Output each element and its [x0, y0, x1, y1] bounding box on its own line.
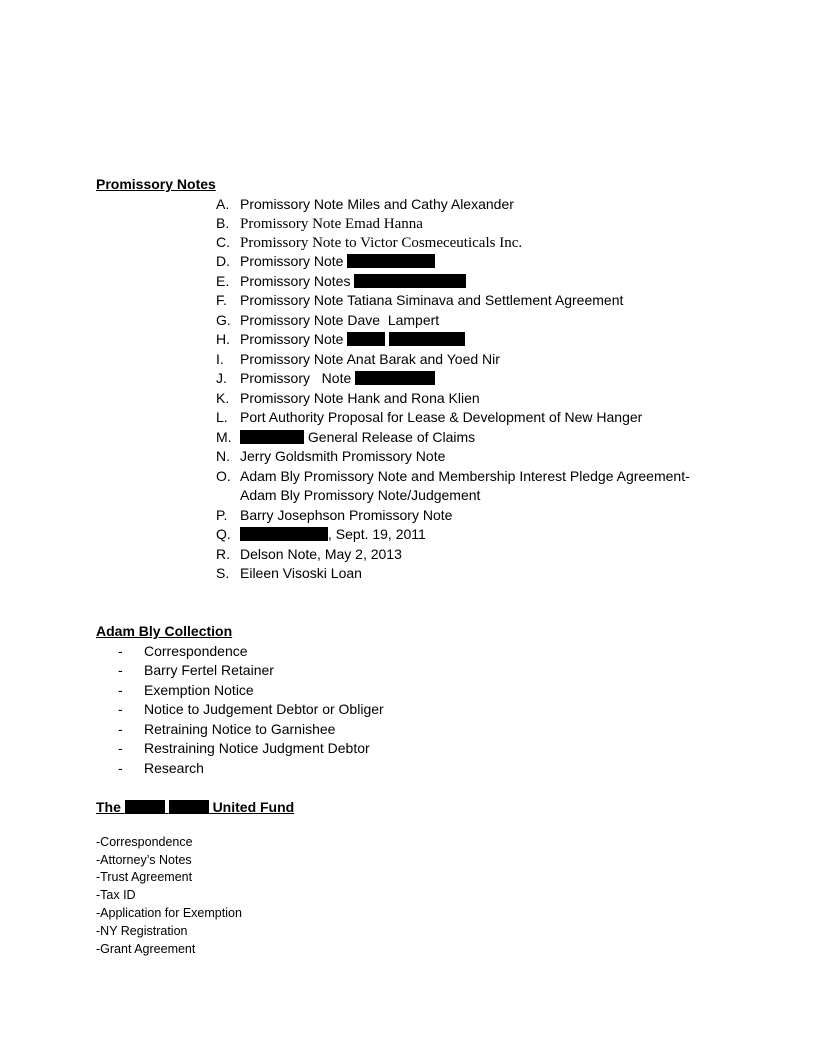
list-marker: G. — [216, 312, 231, 328]
list-marker: M. — [216, 429, 232, 445]
list-marker: O. — [216, 468, 231, 484]
redaction-box — [355, 371, 435, 385]
list-marker: L. — [216, 409, 228, 425]
list-item-text: Adam Bly Promissory Note and Membership Interest Pledge Agreement- — [240, 468, 690, 484]
list-item — [216, 545, 402, 563]
list-item-text: Promissory Note Hank and Rona Klien — [240, 390, 480, 406]
heading-suffix: United Fund — [212, 799, 295, 815]
list-item — [216, 350, 500, 368]
list-item — [118, 700, 384, 718]
list-item-text: Retraining Notice to Garnishee — [144, 721, 336, 737]
redaction-box — [240, 527, 328, 541]
redaction-box — [169, 800, 209, 814]
list-marker: J. — [216, 370, 227, 386]
list-item: -Attorney’s Notes — [96, 853, 192, 867]
list-marker: K. — [216, 390, 230, 406]
list-item — [216, 525, 426, 543]
dash-marker: - — [118, 662, 123, 678]
list-marker: B. — [216, 215, 230, 231]
list-item-text: Promissory Note — [240, 253, 344, 269]
list-item-text: Eileen Visoski Loan — [240, 565, 362, 581]
list-item — [216, 252, 435, 270]
list-item — [118, 739, 370, 757]
list-item — [216, 214, 423, 233]
list-item-text: General Release of Claims — [307, 429, 476, 445]
list-item-text: Promissory Note — [240, 370, 352, 386]
list-item-text: Barry Josephson Promissory Note — [240, 507, 453, 523]
list-item-text: , Sept. 19, 2011 — [328, 526, 426, 542]
list-item-text: Jerry Goldsmith Promissory Note — [240, 448, 446, 464]
list-item-text: Notice to Judgement Debtor or Obliger — [144, 701, 384, 717]
list-marker: F. — [216, 292, 227, 308]
list-item-text: Promissory Note Anat Barak and Yoed Nir — [240, 351, 500, 367]
list-item-text: Port Authority Proposal for Lease & Development of New Hanger — [240, 409, 643, 425]
list-item-text: Promissory Note Miles and Cathy Alexander — [240, 196, 514, 212]
list-marker: H. — [216, 331, 230, 347]
list-item — [216, 233, 522, 252]
redaction-box — [240, 430, 304, 444]
list-item — [118, 759, 204, 777]
dash-marker: - — [118, 721, 123, 737]
list-item — [216, 389, 480, 407]
list-marker: N. — [216, 448, 230, 464]
list-item — [118, 681, 254, 699]
list-item-continuation — [240, 486, 480, 504]
list-item: -Application for Exemption — [96, 906, 242, 920]
list-item — [216, 408, 642, 426]
list-item: -Tax ID — [96, 888, 136, 902]
list-item-text: Correspondence — [144, 643, 248, 659]
list-item: -Trust Agreement — [96, 870, 193, 884]
dash-marker: - — [118, 682, 123, 698]
list-marker: D. — [216, 253, 230, 269]
list-item — [216, 272, 466, 290]
list-item-text: Barry Fertel Retainer — [144, 662, 274, 678]
list-item-text: Restraining Notice Judgment Debtor — [144, 740, 370, 756]
list-item — [216, 447, 445, 465]
list-item-text: Adam Bly Promissory Note/Judgement — [240, 487, 481, 503]
list-item-text: Research — [144, 760, 204, 776]
redaction-box — [347, 332, 385, 346]
list-item-text: Promissory Note Emad Hanna — [240, 216, 423, 232]
list-marker: P. — [216, 507, 228, 523]
redaction-box — [347, 254, 435, 268]
list-item-text: Promissory Note Tatiana Siminava and Settlement Agreement — [240, 292, 624, 308]
list-item — [118, 661, 274, 679]
list-item: -Grant Agreement — [96, 942, 196, 956]
list-item — [216, 291, 623, 309]
adam-bly-collection-heading: Adam Bly Collection — [96, 623, 233, 639]
list-marker: R. — [216, 546, 230, 562]
list-item-text: Promissory Note Dave Lampert — [240, 312, 440, 328]
heading-prefix: The — [96, 799, 121, 815]
list-item-text: Exemption Notice — [144, 682, 254, 698]
redaction-box — [125, 800, 165, 814]
list-item — [216, 311, 439, 329]
list-item: -NY Registration — [96, 924, 188, 938]
list-item — [216, 467, 690, 485]
list-item — [216, 564, 362, 582]
list-item-text: Delson Note, May 2, 2013 — [240, 546, 402, 562]
list-item — [216, 369, 435, 387]
dash-marker: - — [118, 701, 123, 717]
promissory-notes-heading: Promissory Notes — [96, 176, 216, 192]
list-marker: I. — [216, 351, 224, 367]
list-item-text: Promissory Notes — [240, 273, 351, 289]
united-fund-heading — [96, 798, 294, 816]
redaction-box — [389, 332, 465, 346]
list-marker: E. — [216, 273, 230, 289]
redaction-box — [354, 274, 466, 288]
list-marker: S. — [216, 565, 230, 581]
list-item — [216, 428, 475, 446]
list-item — [216, 195, 514, 213]
list-item-text: Promissory Note — [240, 331, 344, 347]
list-item — [118, 642, 248, 660]
list-item — [216, 330, 465, 348]
dash-marker: - — [118, 740, 123, 756]
list-marker: Q. — [216, 526, 231, 542]
list-item-text: Promissory Note to Victor Cosmeceuticals Inc. — [240, 235, 523, 251]
list-item: -Correspondence — [96, 835, 193, 849]
list-marker: C. — [216, 234, 230, 250]
list-item — [118, 720, 335, 738]
dash-marker: - — [118, 760, 123, 776]
dash-marker: - — [118, 643, 123, 659]
list-item — [216, 506, 452, 524]
list-marker: A. — [216, 196, 230, 212]
